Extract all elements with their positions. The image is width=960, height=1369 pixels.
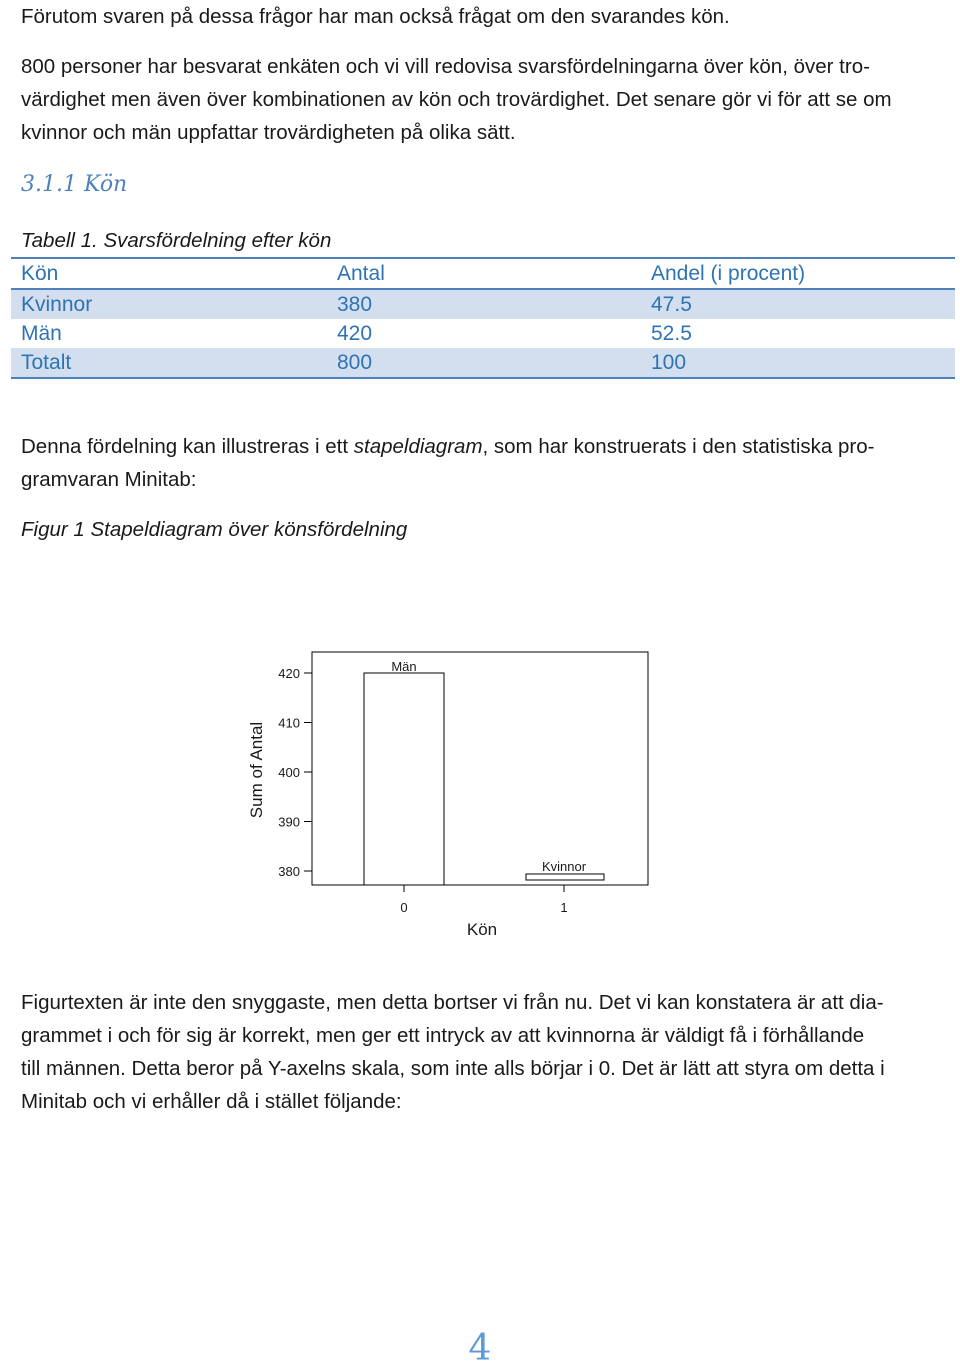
table-cell: 420 — [337, 321, 373, 345]
intro-line: värdighet men även över kombinationen av kön och trovärdighet. Det senare gör vi för att se om — [21, 88, 892, 111]
table-cell: Kvinnor — [11, 289, 327, 319]
section-heading: 3.1.1 Kön — [21, 172, 128, 197]
paragraph-text: , som har konstruerats i den statistiska pro- — [482, 435, 875, 458]
paragraph-line: grammet i och för sig är korrekt, men ger ett intryck av att kvinnorna är väldigt få i förhållande — [21, 1024, 865, 1047]
paragraph-line — [21, 430, 874, 463]
bar-chart — [230, 640, 670, 940]
paragraph-line: Figurtexten är inte den snyggaste, men detta bortser vi från nu. Det vi kan konstatera är att dia- — [21, 991, 884, 1014]
y-tick-label: 410 — [278, 715, 300, 731]
gender-distribution-table — [11, 257, 955, 379]
intro-line: 800 personer har besvarat enkäten och vi vill redovisa svarsfördelningarna över kön, över tro- — [21, 55, 870, 78]
emphasized-term: stapeldiagram — [353, 435, 483, 458]
figure-caption: Figur 1 Stapeldiagram över könsfördelning — [21, 518, 408, 541]
bar — [526, 874, 604, 880]
table-cell: Män — [21, 321, 62, 345]
table-cell: 100 — [641, 348, 955, 378]
bar-label: Kvinnor — [541, 859, 587, 874]
y-tick-label: 400 — [278, 765, 300, 780]
x-tick-label: 1 — [560, 900, 568, 915]
x-tick-label: 0 — [400, 900, 408, 915]
y-tick-label: 380 — [278, 864, 300, 879]
table-header-row — [11, 258, 955, 289]
paragraph-line: till männen. Detta beror på Y-axelns skala, som inte alls börjar i 0. Det är lätt att styra om detta i — [21, 1057, 885, 1080]
bar-label: Män — [391, 659, 417, 674]
intro-line: kvinnor och män uppfattar trovärdigheten på olika sätt. — [21, 121, 516, 144]
table-cell: 47.5 — [641, 289, 955, 319]
paragraph-text: Denna fördelning kan illustreras i ett — [21, 435, 354, 458]
table-header-cell: Antal — [327, 258, 641, 289]
x-axis-label: Kön — [466, 920, 498, 939]
y-tick-label: 420 — [278, 666, 300, 681]
table-row — [11, 319, 955, 348]
paragraph-line: Minitab och vi erhåller då i stället följande: — [21, 1090, 402, 1113]
plot-frame — [312, 652, 648, 885]
bar — [364, 673, 444, 885]
table-header-cell: Andel (i procent) — [641, 258, 955, 289]
table-cell: 52.5 — [651, 321, 692, 345]
table-cell: Totalt — [11, 348, 327, 378]
page-number: 4 — [468, 1328, 492, 1369]
table-cell: 380 — [327, 289, 641, 319]
paragraph-line: gramvaran Minitab: — [21, 468, 197, 491]
table-cell: 800 — [327, 348, 641, 378]
table-row — [11, 289, 955, 319]
y-tick-label: 390 — [278, 814, 300, 830]
y-axis-label: Sum of Antal — [247, 721, 266, 819]
table-row — [11, 348, 955, 378]
table-caption: Tabell 1. Svarsfördelning efter kön — [21, 229, 332, 252]
intro-line: Förutom svaren på dessa frågor har man också frågat om den svarandes kön. — [21, 5, 730, 28]
table-header-cell: Kön — [11, 258, 327, 289]
